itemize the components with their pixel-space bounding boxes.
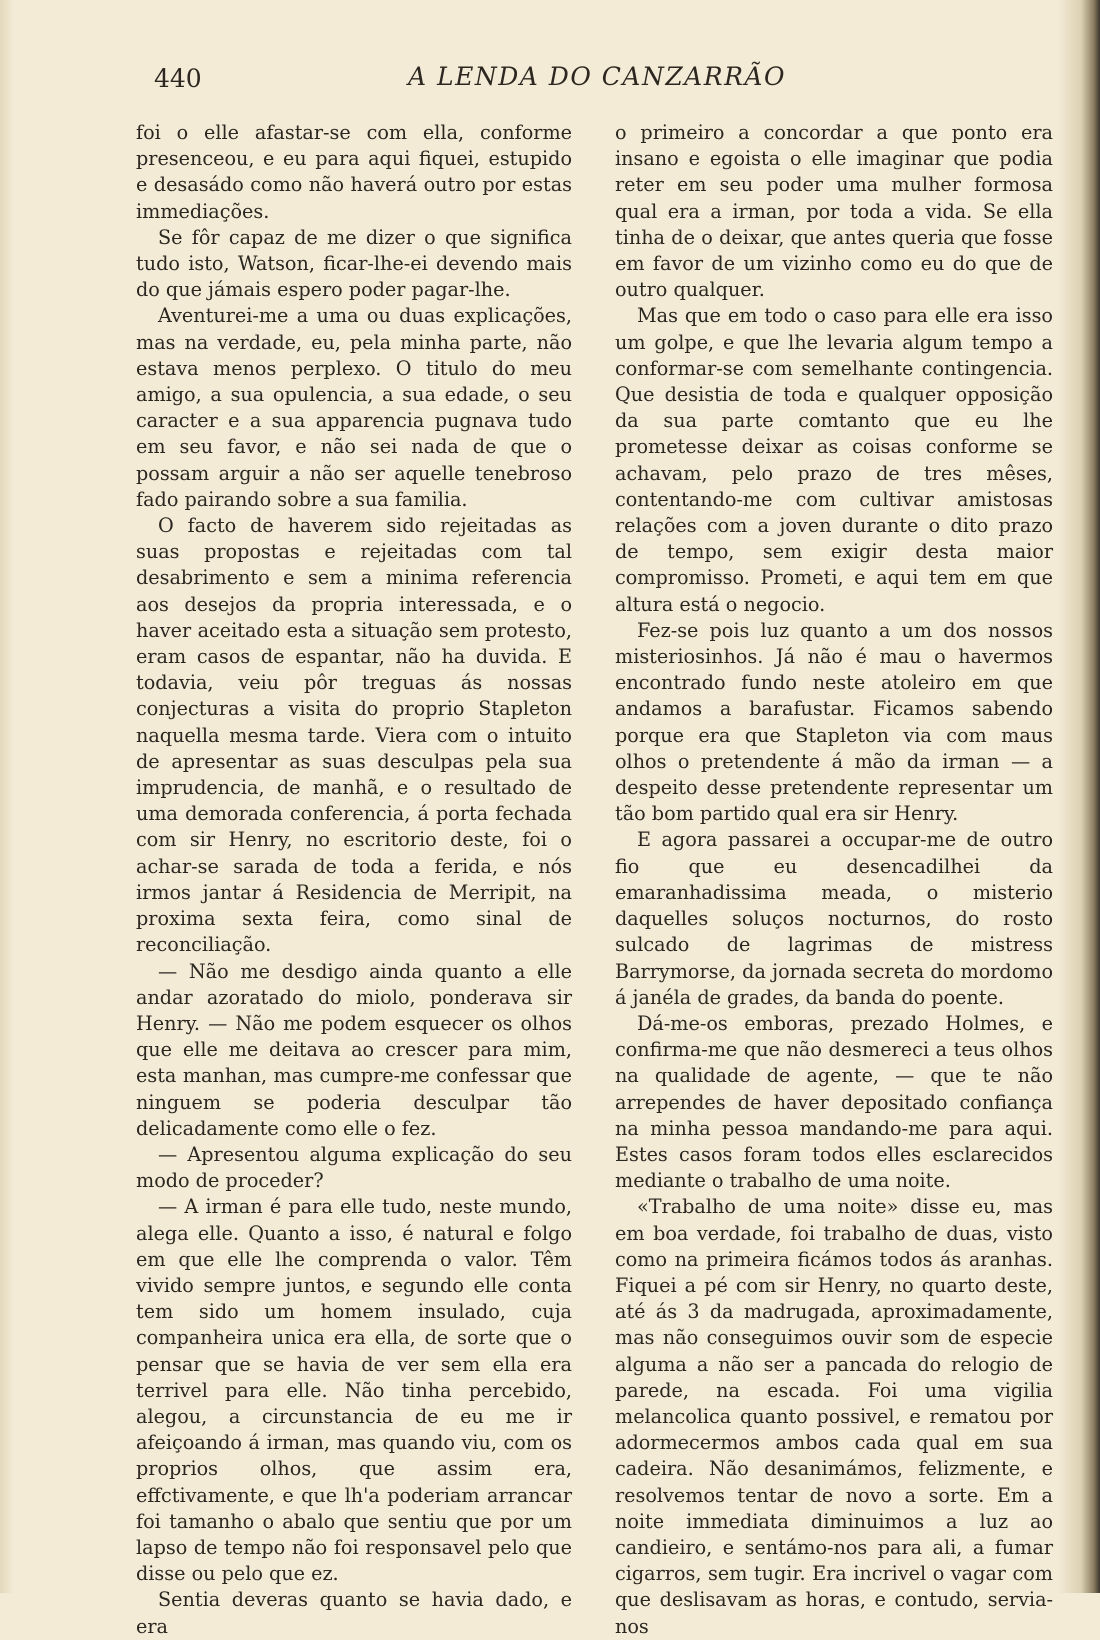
page-number: 440 (154, 64, 202, 93)
paragraph: Sentia deveras quanto se havia dado, e era (136, 1588, 572, 1638)
paragraph: Aventurei-me a uma ou duas explicações, mas na verdade, eu, pela minha parte, não estava menos perplexo. O titulo do meu amigo, a sua opulencia, a sua edade, o seu caracter e a sua apparencia pugnava tudo em seu favor, e não sei nada de que o possam arguir a não ser aquelle tenebroso fado pairando sobre a sua familia. (136, 304, 572, 511)
book-gutter-shadow (1058, 0, 1100, 1593)
right-text-column (615, 120, 1053, 1640)
left-text-column (136, 120, 572, 1640)
paragraph: E agora passarei a occupar-me de outro fio que eu desencadilhei da emaranhadissima meada, o misterio daquelles soluços nocturnos, do rosto sulcado de lagrimas de mistress Barrymorse, da jornada secreta do mordomo á janéla de grades, da banda do poente. (615, 828, 1053, 1009)
paragraph: o primeiro a concordar a que ponto era insano e egoista o elle imaginar que podia reter em seu poder uma mulher formosa qual era a irman, por toda a vida. Se ella tinha de o deixar, que antes queria que fosse em favor de um vizinho como eu do que de outro qualquer. (615, 121, 1053, 302)
paragraph: Dá-me-os emboras, prezado Holmes, e confirma-me que não desmereci a teus olhos na qualidade de agente, — que te não arrependes de haver depositado confiança na minha pessoa mandando-me para aqui. Estes casos foram todos elles esclarecidos mediante o trabalho de uma noite. (615, 1011, 1053, 1193)
paragraph: Fez-se pois luz quanto a um dos nossos misteriosinhos. Já não é mau o havermos encontrado fundo neste atoleiro em que andamos a barafustar. Ficamos sabendo porque era que Stapleton via com maus olhos o pretendente á mão da irman — a despeito desse pretendente representar um tão bom partido qual era sir Henry. (615, 618, 1053, 826)
paragraph: — Não me desdigo ainda quanto a elle andar azoratado do miolo, ponderava sir Henry. — Não me podem esquecer os olhos que elle me deitava ao crescer para mim, esta manhan, mas cumpre-me confessar que ninguem se poderia desculpar tão delicadamente como elle o fez. (136, 959, 572, 1140)
paragraph: foi o elle afastar-se com ella, conforme presenceou, e eu para aqui fiquei, estupido e desasádo como não haverá outro por estas immediações. (136, 121, 572, 223)
paragraph: Mas que em todo o caso para elle era isso um golpe, e que lhe levaria algum tempo a conformar-se com semelhante contingencia. Que desistia de toda e qualquer opposição da sua parte comtanto que eu lhe prometesse deixar as coisas conforme se achavam, pelo prazo de tres mêses, contentando-me com cultivar amistosas relações com a joven durante o dito prazo de tempo, sem exigir desta maior compromisso. Prometi, e aqui tem em que altura está o negocio. (615, 304, 1053, 616)
paragraph: — A irman é para elle tudo, neste mundo, alega elle. Quanto a isso, é natural e folgo em que elle lhe comprenda o valor. Têm vivido sempre juntos, e segundo elle conta tem sido um homem insulado, cuja companheira unica era ella, de sorte que o pensar que se havia de ver sem ella era terrivel para elle. Não tinha percebido, alegou, a circunstancia de eu me ir afeiçoando á irman, mas quando viu, com os proprios olhos, que assim era, effctivamente, e que lh'a poderiam arrancar foi tamanho o abalo que sentiu que por um lapso de tempo não foi responsavel pelo que disse ou pelo que ez. (136, 1195, 572, 1586)
running-title: A LENDA DO CANZARRÃO (408, 62, 786, 91)
paragraph: Se fôr capaz de me dizer o que significa tudo isto, Watson, ficar-lhe-ei devendo mais do que jámais espero poder pagar-lhe. (136, 225, 572, 302)
page-header (150, 60, 990, 100)
paragraph: O facto de haverem sido rejeitadas as suas propostas e rejeitadas com tal desabrimento e sem a minima referencia aos desejos da propria interessada, e o haver aceitado esta a situação sem protesto, eram casos de espantar, não ha duvida. E todavia, veiu pôr treguas ás nossas conjecturas a visita do proprio Stapleton naquella mesma tarde. Viera com o intuito de apresentar as suas desculpas pela sua imprudencia, de manhã, e o resultado de uma demorada conferencia, á porta fechada com sir Henry, no escritorio deste, foi o achar-se sarada de toda a ferida, e nós irmos jantar á Residencia de Merripit, na proxima sexta feira, como sinal de reconciliação. (136, 514, 572, 957)
paragraph: — Apresentou alguma explicação do seu modo de proceder? (136, 1142, 572, 1193)
paragraph: «Trabalho de uma noite» disse eu, mas em boa verdade, foi trabalho de duas, visto como na primeira ficámos todos ás aranhas. Fiquei a pé com sir Henry, no quarto deste, até ás 3 da madrugada, aproximadamente, mas não conseguimos ouvir som de especie alguma a não ser a pancada do relogio de parede, na escada. Foi uma vigilia melancolica quanto possivel, e rematou por adormecermos ambos cada qual em sua cadeira. Não desanimámos, felizmente, e resolvemos tentar de novo a sorte. Em a noite immediata diminuimos a luz ao candieiro, e sentámo-nos para ali, a fumar cigarros, sem tugir. Era incrivel o vagar com que deslisavam as horas, e contudo, servia-nos (615, 1195, 1053, 1638)
page-edge-shading (0, 0, 14, 1593)
